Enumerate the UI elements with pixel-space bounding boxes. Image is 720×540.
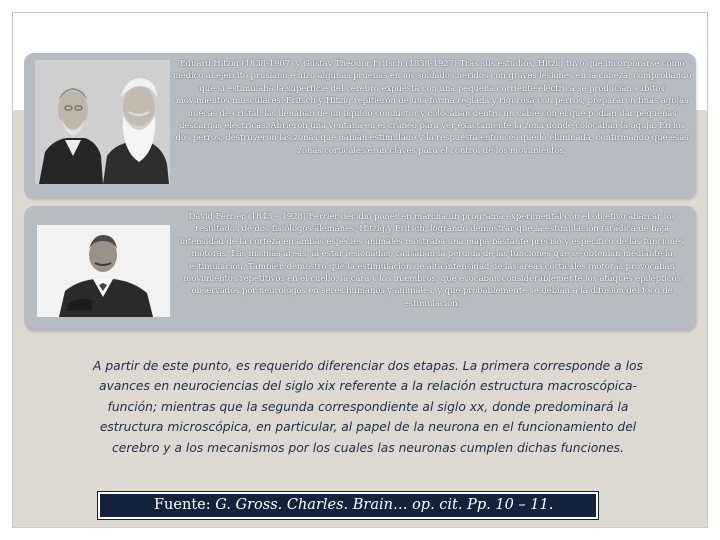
card-text-ferrier: David Ferrier (1843 – 1928) Ferrier decidió poner en marcha un programa experimental con el objetivo abarcar los resultados de dos fisiólogos alemanes, Hitzig y Fritsch, logrando demostrar que la estimulación farádica de baja intensidad de la corteza en ambas especies animales mostraba una mapa bastante preciso y específico de las funciones motoras. Las mismas áreas, al estar lesionadas, causaban la pérdida de las funciones que se obtenían mediante la estimulación. También demostró que la estimulación de alta intensidad de las áreas corticales motoras provocaban movimientos repetitivos en el cuello, la cara y los miembros, que evocaban considerablemente los ataques epilépticos observados por neurólogos en seres humanos y animales, y que probablemente se debían a la difusión del foco de estimulación. [179,212,685,309]
card-text-hitzig-fritsch: Eduard Hitzig (1838-1907) y Gustav Theodor Fritsch (1838-1927) Tras sus estudios, Hitzig tuvo que incorporarse como médico al ejército prusiano e hizo algunas pruebas en los soldados heridos con graves lesiones en la cabeza, comprobando que si estimulaba la superficie del cerebro expuesta con una pequeña corriente eléctrica se producían súbitos movimientos musculares. Fritsch y Hitzig repitieron de una forma reglada y rigurosa con perros, prepararon finas agujas huecas de cristal, las llenaban de un líquido conductor y colocaban dentro un cable con el que podían dar pequeñas descargas eléctricas. Abrieron una ventana en el cráneo para ver exactamente la zona donde colocaban la aguja. En los dos perros, destruyeron las zonas que habían estimulado y la respuesta entonces quedó eliminada, confirmando que esas zonas corticales eran claves para el control de los movimientos. [172,59,692,156]
conclusion-paragraph: A partir de este punto, es requerido diferenciar dos etapas. La primera corresponde a los avances en neurociencias del siglo xix referente a la relación estructura macroscópica-función; mientras que la segunda correspondiente al siglo xx, donde predominará la estructura microscópica, en particular, al papel de la neurona en el funcionamiento del cerebro y a los mecanismos por los cuales las neuronas cumplen dichas funciones. [93,359,643,455]
source-citation-box [98,492,598,519]
portrait-ferrier-illustration [37,225,170,317]
source-label: Fuente: [154,497,216,513]
portrait-ferrier [37,225,170,317]
source-reference: G. Gross. Charles. Brain… op. cit. Pp. 10 – 11. [215,497,554,513]
portrait-hitzig-fritsch-illustration [35,60,170,184]
portrait-hitzig-fritsch [35,60,170,184]
